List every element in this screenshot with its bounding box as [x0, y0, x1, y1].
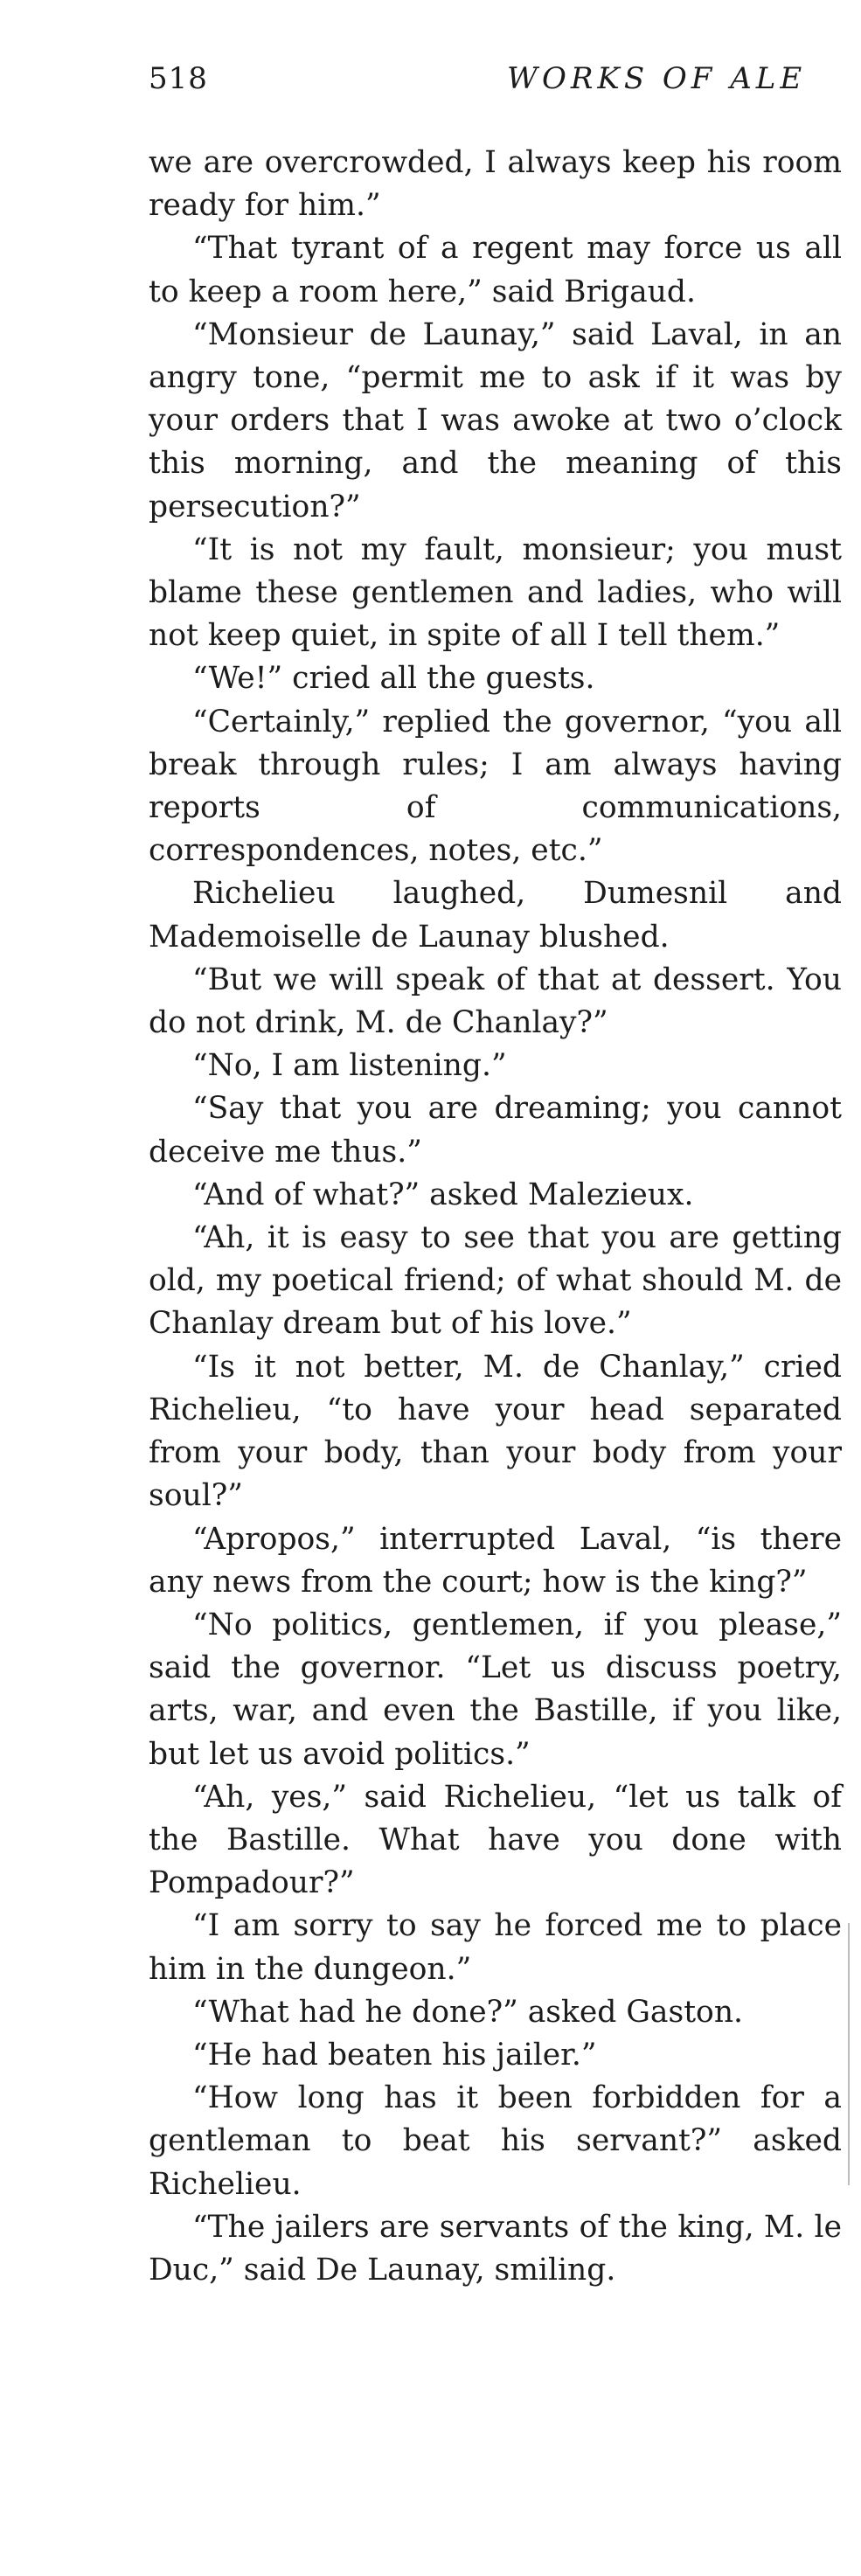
page-header — [149, 61, 861, 114]
paragraph: “It is not my fault, monsieur; you must blame these gentlemen and ladies, who will not keep quiet, in spite of all I tell them.” — [149, 531, 842, 654]
paragraph: we are overcrowded, I always keep his room ready for him.” — [149, 145, 842, 224]
page-number: 518 — [149, 61, 208, 96]
paragraph: “How long has it been forbidden for a gentleman to beat his servant?” asked Richelieu. — [149, 2080, 842, 2202]
paragraph: “But we will speak of that at dessert. You do not drink, M. de Chanlay?” — [149, 962, 842, 1041]
paragraph: “What had he done?” asked Gaston. — [192, 1994, 744, 2030]
paragraph: “And of what?” asked Malezieux. — [192, 1177, 694, 1212]
margin-rule — [848, 1923, 850, 2185]
paragraph: “Apropos,” interrupted Laval, “is there any news from the court; how is the king?” — [149, 1521, 842, 1600]
paragraph: “Say that you are dreaming; you cannot deceive me thus.” — [149, 1091, 842, 1170]
paragraph: “That tyrant of a regent may force us all to keep a room here,” said Brigaud. — [149, 231, 842, 309]
paragraph: “We!” cried all the guests. — [192, 661, 595, 697]
paragraph: “Certainly,” replied the governor, “you all break through rules; I am always having reports of communications, correspondences, notes, etc.” — [149, 704, 842, 869]
paragraph: Richelieu laughed, Dumesnil and Mademoiselle de Launay blushed. — [149, 876, 842, 955]
paragraph: “He had beaten his jailer.” — [192, 2037, 597, 2073]
body-text — [149, 142, 842, 2292]
paragraph: “The jailers are servants of the king, M. le Duc,” said De Launay, smiling. — [149, 2209, 842, 2288]
paragraph: “I am sorry to say he forced me to place him in the dungeon.” — [149, 1908, 842, 1987]
paragraph: “Ah, it is easy to see that you are getting old, my poetical friend; of what should M. de Chanlay dream but of his love.” — [149, 1220, 842, 1342]
paragraph: “No, I am listening.” — [192, 1048, 507, 1084]
paragraph: “Monsieur de Launay,” said Laval, in an angry tone, “permit me to ask if it was by your orders that I was awoke at two o’clock this morning, and the meaning of this persecution?” — [149, 316, 842, 524]
paragraph: “Is it not better, M. de Chanlay,” cried Richelieu, “to have your head separated from your body, than your body from your soul?” — [149, 1349, 842, 1514]
paragraph: “Ah, yes,” said Richelieu, “let us talk of the Bastille. What have you done with Pompadour?” — [149, 1779, 842, 1901]
paragraph: “No politics, gentlemen, if you please,” said the governor. “Let us discuss poetry, arts, war, and even the Bastille, if you like, but let us avoid politics.” — [149, 1607, 842, 1772]
running-head: WORKS OF ALE — [507, 61, 807, 96]
